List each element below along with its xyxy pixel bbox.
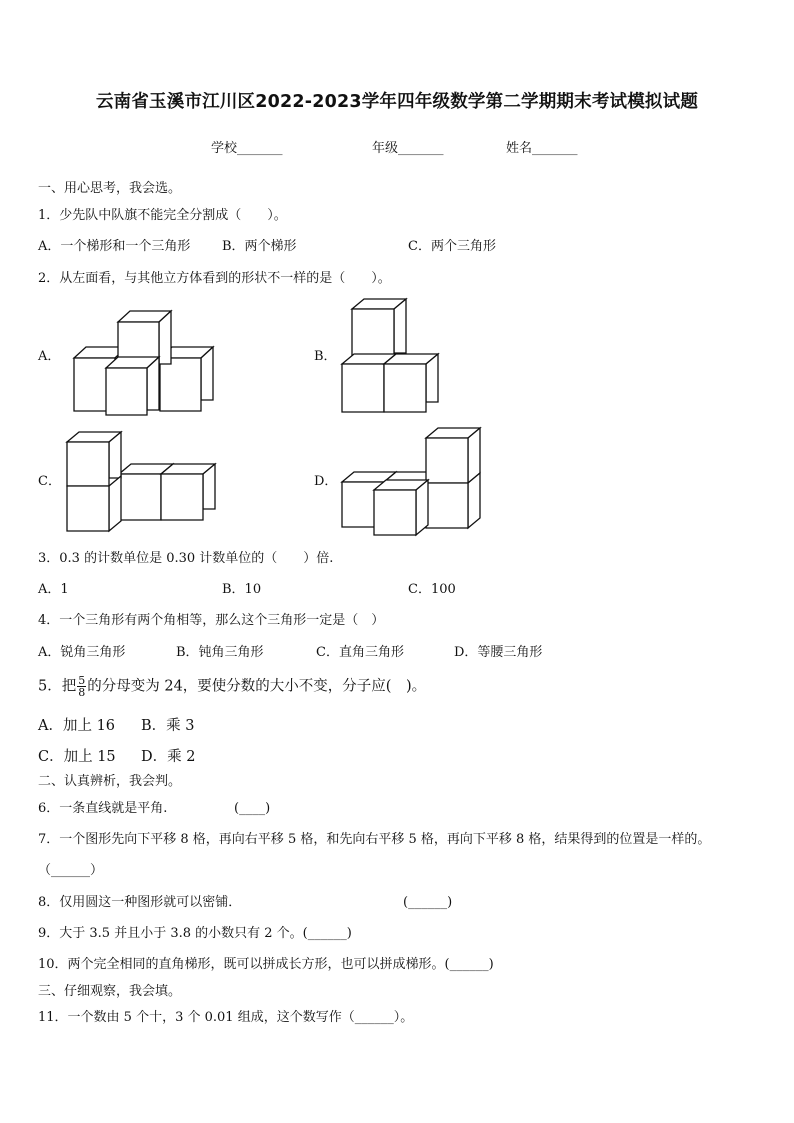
q2-option-c-label[interactable]: C． — [38, 474, 61, 489]
q9-stem: 9．大于 3.5 并且小于 3.8 的小数只有 2 个。(______) — [38, 926, 352, 941]
section-2-heading: 二、认真辨析，我会判。 — [38, 774, 182, 789]
q3-option-a[interactable]: A．1 — [38, 582, 69, 597]
q6-stem: 6．一条直线就是平角. — [38, 801, 168, 816]
q7-answer-blank[interactable]: （______） — [38, 863, 104, 878]
q4-option-d[interactable]: D．等腰三角形 — [454, 645, 543, 660]
q2-option-a-label[interactable]: A． — [38, 349, 61, 364]
q5-option-c[interactable]: C．加上 15 — [38, 749, 116, 765]
q5-fraction-numerator: 5 — [78, 674, 86, 687]
q4-stem: 4．一个三角形有两个角相等，那么这个三角形一定是（ ） — [38, 613, 385, 628]
name-field[interactable]: 姓名_______ — [506, 141, 578, 156]
q8-answer-blank[interactable]: (______) — [403, 895, 453, 910]
q5-fraction-denominator: 8 — [78, 686, 86, 699]
grade-field[interactable]: 年级_______ — [372, 141, 444, 156]
q5-option-b[interactable]: B．乘 3 — [141, 718, 195, 734]
q2-option-a-figure — [70, 298, 220, 416]
page-title: 云南省玉溪市江川区2022-2023学年四年级数学第二学期期末考试模拟试题 — [95, 92, 699, 112]
school-field[interactable]: 学校_______ — [211, 141, 283, 156]
q5-stem-prefix: 5．把 — [38, 678, 77, 695]
q6-answer-blank[interactable]: (____) — [234, 801, 271, 816]
q2-option-c-figure — [64, 430, 220, 534]
q2-option-b-figure — [340, 298, 450, 416]
q7-stem: 7．一个图形先向下平移 8 格，再向右平移 5 格，和先向右平移 5 格，再向下平移 8 格，结果得到的位置是一样的。 — [38, 832, 711, 847]
q5-stem — [38, 675, 426, 698]
section-3-heading: 三、仔细观察，我会填。 — [38, 984, 182, 999]
q8-stem: 8．仅用圆这一种图形就可以密铺． — [38, 895, 242, 910]
q2-option-d-label[interactable]: D． — [314, 474, 338, 489]
q2-stem: 2．从左面看，与其他立方体看到的形状不一样的是（ ）。 — [38, 271, 391, 286]
q5-fraction — [77, 675, 86, 698]
q1-stem: 1．少先队中队旗不能完全分割成（ ）。 — [38, 208, 287, 223]
q4-option-a[interactable]: A．锐角三角形 — [38, 645, 126, 660]
section-1-heading: 一、用心思考，我会选。 — [38, 181, 182, 196]
q10-stem: 10．两个完全相同的直角梯形，既可以拼成长方形，也可以拼成梯形。(______) — [38, 957, 494, 972]
q5-option-a[interactable]: A．加上 16 — [38, 718, 116, 734]
q5-option-d[interactable]: D．乘 2 — [141, 749, 196, 765]
q5-stem-suffix: 的分母变为 24，要使分数的大小不变，分子应( )。 — [87, 678, 427, 695]
q1-option-a[interactable]: A．一个梯形和一个三角形 — [38, 239, 191, 254]
q3-option-c[interactable]: C．100 — [408, 582, 456, 597]
q2-option-b-label[interactable]: B． — [314, 349, 337, 364]
q2-option-d-figure — [340, 426, 485, 538]
q3-stem: 3．0.3 的计数单位是 0.30 计数单位的（ ）倍. — [38, 551, 334, 566]
q4-option-c[interactable]: C．直角三角形 — [316, 645, 404, 660]
q3-option-b[interactable]: B．10 — [222, 582, 262, 597]
q11-stem: 11．一个数由 5 个十，3 个 0.01 组成，这个数写作（______）。 — [38, 1010, 414, 1025]
q1-option-c[interactable]: C．两个三角形 — [408, 239, 496, 254]
q4-option-b[interactable]: B．钝角三角形 — [176, 645, 264, 660]
q1-option-b[interactable]: B．两个梯形 — [222, 239, 297, 254]
